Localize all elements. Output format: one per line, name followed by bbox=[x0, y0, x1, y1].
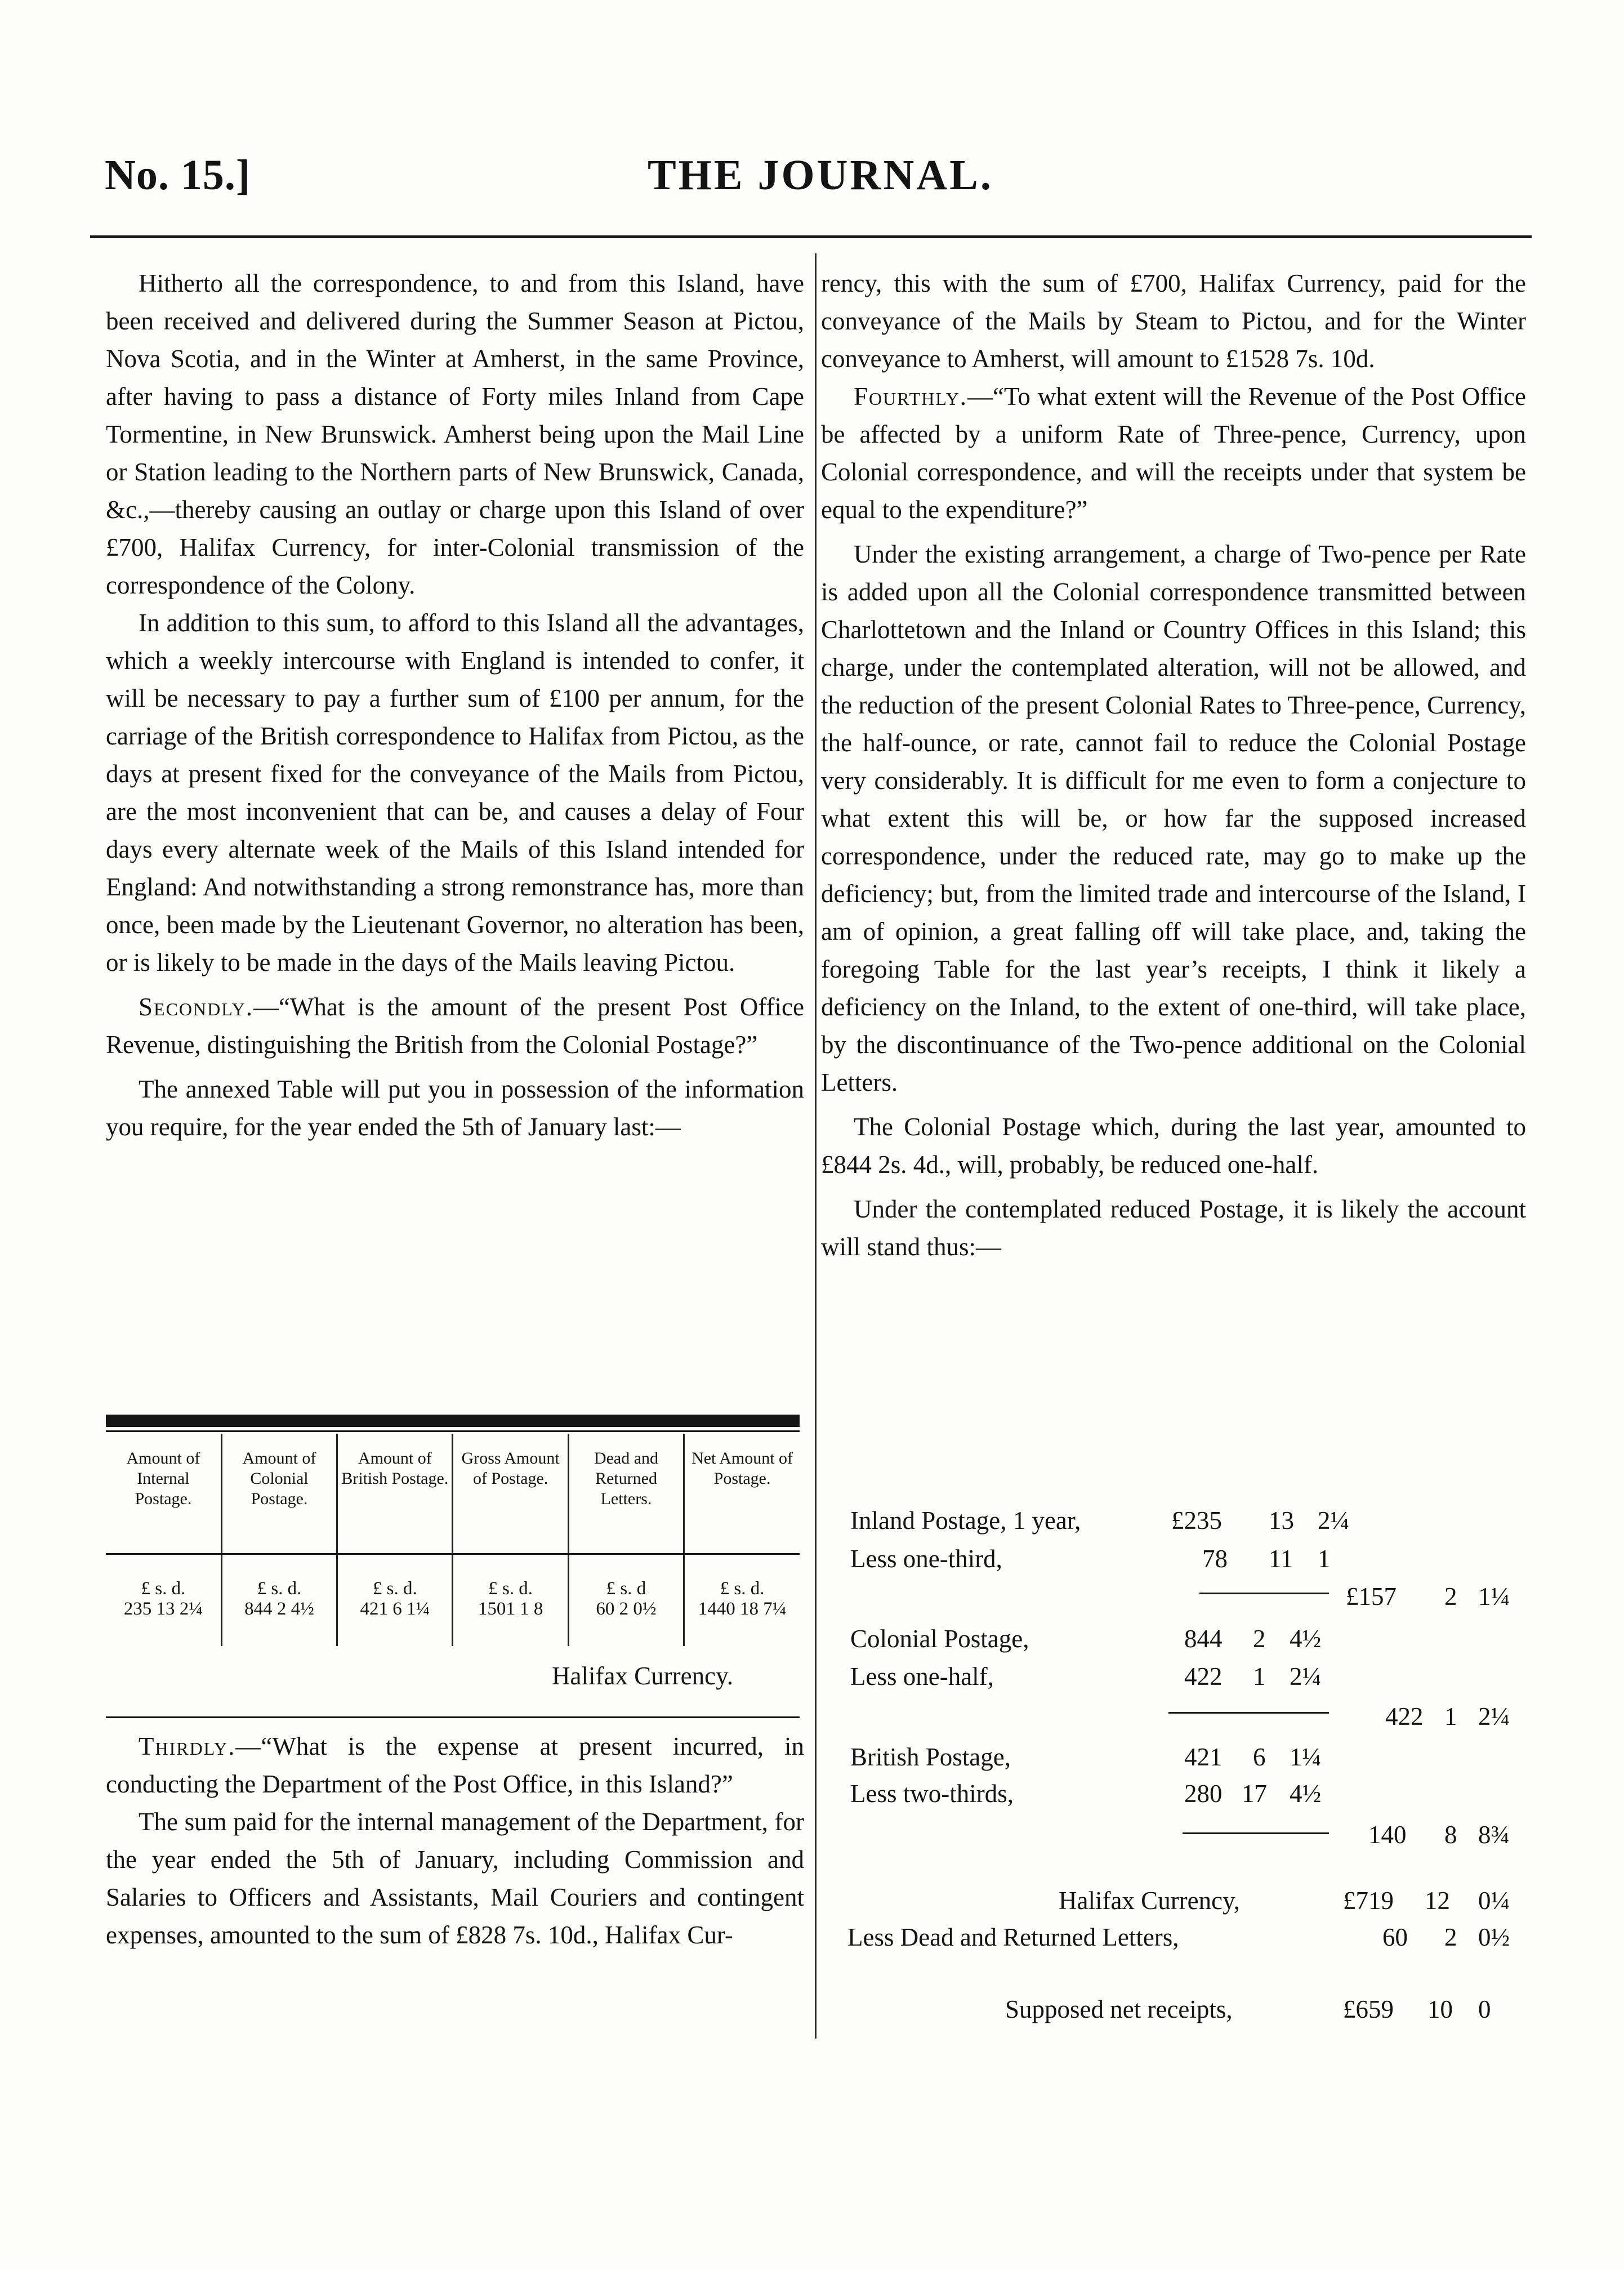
table-cell bbox=[106, 1553, 221, 1646]
table-header: Dead and Returned Letters. bbox=[568, 1434, 684, 1553]
account-label: Inland Postage, 1 year, bbox=[850, 1506, 1081, 1535]
header-rule bbox=[90, 235, 1532, 238]
dead-letters-shillings: 2 bbox=[1444, 1923, 1457, 1951]
account-pounds: 844 bbox=[1184, 1625, 1223, 1653]
account-shillings: 13 bbox=[1269, 1506, 1294, 1535]
account-pounds: 421 bbox=[1184, 1743, 1223, 1771]
subtotal-shillings: 1 bbox=[1444, 1702, 1457, 1731]
total-pounds: £719 bbox=[1343, 1887, 1394, 1915]
currency-note: Halifax Currency. bbox=[552, 1662, 733, 1690]
account-label: Less one-third, bbox=[850, 1545, 1002, 1573]
subtotal-pence: 2¼ bbox=[1478, 1702, 1510, 1731]
table-header: Gross Amount of Postage. bbox=[453, 1434, 568, 1553]
question-text: —“What is the expense at present incurred, in conducting the Department of the Post Office, in this Island?” bbox=[106, 1732, 804, 1798]
account-pence: 2¼ bbox=[1318, 1506, 1350, 1535]
table-cell bbox=[453, 1553, 568, 1646]
table-header: Net Amount of Postage. bbox=[684, 1434, 800, 1553]
account-shillings: 11 bbox=[1269, 1545, 1293, 1573]
unit-label: £ s. d. bbox=[720, 1578, 765, 1599]
sum-rule bbox=[1168, 1712, 1329, 1714]
total-label: Halifax Currency, bbox=[1059, 1887, 1240, 1915]
account-pounds: 280 bbox=[1184, 1780, 1223, 1808]
account-label: Less one-half, bbox=[850, 1662, 994, 1691]
page-number: No. 15.] bbox=[105, 151, 251, 199]
account-shillings: 1 bbox=[1253, 1662, 1266, 1691]
total-pence: 0¼ bbox=[1478, 1887, 1510, 1915]
account-shillings: 2 bbox=[1253, 1625, 1266, 1653]
cell-value: 60 2 0½ bbox=[596, 1599, 657, 1619]
dead-letters-pounds: 60 bbox=[1382, 1923, 1408, 1951]
column-divider bbox=[815, 253, 817, 2039]
account-shillings: 17 bbox=[1242, 1780, 1267, 1808]
account-pounds: 422 bbox=[1184, 1662, 1223, 1691]
net-receipts-pounds: £659 bbox=[1343, 1995, 1394, 2023]
unit-label: £ s. d. bbox=[372, 1578, 417, 1599]
subtotal-pounds: £157 bbox=[1346, 1582, 1397, 1611]
account-pounds: £235 bbox=[1171, 1506, 1222, 1535]
table-bottom-rule bbox=[106, 1716, 800, 1718]
subtotal-shillings: 8 bbox=[1444, 1821, 1457, 1849]
sum-rule bbox=[1183, 1832, 1329, 1834]
section-label: Thirdly. bbox=[139, 1732, 236, 1760]
journal-title: THE JOURNAL. bbox=[648, 151, 993, 199]
paragraph: The annexed Table will put you in possession of the information you require, for the year ended the 5th of January last:— bbox=[106, 1075, 804, 1141]
account-label: Less two-thirds, bbox=[850, 1780, 1014, 1808]
account-pence: 4½ bbox=[1290, 1625, 1322, 1653]
table-cell bbox=[337, 1553, 453, 1646]
net-receipts-shillings: 10 bbox=[1427, 1995, 1453, 2023]
left-column-lower bbox=[106, 1728, 804, 1954]
table-header: Amount of British Postage. bbox=[337, 1434, 453, 1553]
paragraph: Under the existing arrangement, a charge of Two-pence per Rate is added upon all the Colonial correspondence transmitted between Charlottetown and the Inland or Country Offices in this Island; this charge, under the contemplated alteration, will not be allowed, and the reduction of the present Colonial Rates to Three-pence, Currency, the half-ounce, or rate, cannot fail to reduce the Colonial Postage very considerably. It is difficult for me even to form a conjecture to what extent this will be, or how far the supposed increased correspondence, under the reduced rate, may go to make up the deficiency; but, from the limited trade and intercourse of the Island, I am of opinion, a great falling off will take place, and, taking the foregoing Table for the last year’s receipts, I think it likely a deficiency on the Inland, to the extent of one-third, will take place, by the discontinuance of the Two-pence additional on the Colonial Letters. bbox=[821, 540, 1526, 1096]
question-text: —“What is the amount of the present Post Office Revenue, distinguishing the British from the Colonial Postage?” bbox=[106, 993, 804, 1059]
cell-value: 1440 18 7¼ bbox=[698, 1599, 787, 1619]
cell-value: 1501 1 8 bbox=[478, 1599, 543, 1619]
subtotal-pounds: 140 bbox=[1368, 1821, 1407, 1849]
table-cell bbox=[568, 1553, 684, 1646]
net-receipts-pence: 0 bbox=[1478, 1995, 1491, 2023]
cell-value: 421 6 1¼ bbox=[360, 1599, 430, 1619]
section-label: Fourthly. bbox=[854, 382, 968, 411]
table-top-rule bbox=[106, 1415, 800, 1427]
paragraph: The sum paid for the internal management of the Department, for the year ended the 5th of January, including Commission and Salaries to Officers and Assistants, Mail Couriers and contingent expenses, amounted to the sum of £828 7s. 10d., Halifax Cur- bbox=[106, 1808, 804, 1949]
net-receipts-label: Supposed net receipts, bbox=[1005, 1995, 1233, 2023]
paragraph: Under the contemplated reduced Postage, it is likely the account will stand thus:— bbox=[821, 1195, 1526, 1261]
paragraph: The Colonial Postage which, during the last year, amounted to £844 2s. 4d., will, probably, be reduced one-half. bbox=[821, 1113, 1526, 1179]
paragraph bbox=[821, 378, 1526, 529]
table-header: Amount of Colonial Postage. bbox=[221, 1434, 337, 1553]
cell-value: 235 13 2¼ bbox=[123, 1599, 203, 1619]
section-label: Secondly. bbox=[139, 993, 253, 1021]
question-text: —“To what extent will the Revenue of the Post Office be affected by a uniform Rate of Three-pence, Currency, upon Colonial correspondence, and will the receipts under that system be equal to the expenditure?” bbox=[821, 382, 1526, 524]
account-pence: 4½ bbox=[1290, 1780, 1322, 1808]
table-header: Amount of Internal Postage. bbox=[126, 1449, 200, 1508]
account-label: British Postage, bbox=[850, 1743, 1011, 1771]
account-pounds: 78 bbox=[1202, 1545, 1228, 1573]
table-header-row bbox=[106, 1434, 800, 1553]
unit-label: £ s. d. bbox=[257, 1578, 302, 1599]
account-pence: 1 bbox=[1318, 1545, 1331, 1573]
total-shillings: 12 bbox=[1425, 1887, 1450, 1915]
account-label: Colonial Postage, bbox=[850, 1625, 1029, 1653]
table-row bbox=[106, 1553, 800, 1646]
unit-label: £ s. d. bbox=[488, 1578, 533, 1599]
left-column-upper bbox=[106, 265, 804, 1146]
cell-value: 844 2 4½ bbox=[244, 1599, 314, 1619]
paragraph: Hitherto all the correspondence, to and from this Island, have been received and delivered during the Summer Season at Pictou, Nova Scotia, and in the Winter at Amherst, in the same Province, after having to pass a distance of Forty miles Inland from Cape Tormentine, in New Brunswick. Amherst being upon the Mail Line or Station leading to the Northern parts of New Brunswick, Canada, &c.,—thereby causing an outlay or charge upon this Island of over £700, Halifax Currency, for inter-Colonial transmission of the correspondence of the Colony. bbox=[106, 269, 804, 599]
subtotal-shillings: 2 bbox=[1444, 1582, 1457, 1611]
table-cell bbox=[221, 1553, 337, 1646]
unit-label: £ s. d. bbox=[141, 1578, 186, 1599]
account-pence: 1¼ bbox=[1290, 1743, 1322, 1771]
postage-table bbox=[106, 1434, 800, 1646]
paragraph bbox=[106, 988, 804, 1064]
dead-letters-label: Less Dead and Returned Letters, bbox=[847, 1923, 1179, 1951]
paragraph: In addition to this sum, to afford to this Island all the advantages, which a weekly intercourse with England is intended to confer, it will be necessary to pay a further sum of £100 per annum, for the carriage of the British correspondence to Halifax from Pictou, as the days at present fixed for the conveyance of the Mails from Pictou, are the most inconvenient that can be, and causes a delay of Four days every alternate week of the Mails of this Island intended for England: And notwithstanding a strong remonstrance has, more than once, been made by the Lieutenant Governor, no alteration has been, or is likely to be made in the days of the Mails leaving Pictou. bbox=[106, 609, 804, 976]
subtotal-pence: 1¼ bbox=[1478, 1582, 1510, 1611]
sum-rule bbox=[1199, 1593, 1329, 1594]
unit-label: £ s. d bbox=[606, 1578, 646, 1599]
paragraph: rency, this with the sum of £700, Halifax Currency, paid for the conveyance of the Mails by Steam to Pictou, and for the Winter conveyance to Amherst, will amount to £1528 7s. 10d. bbox=[821, 269, 1526, 373]
table-cell bbox=[684, 1553, 800, 1646]
subtotal-pence: 8¾ bbox=[1478, 1821, 1510, 1849]
table-header-rule bbox=[106, 1553, 800, 1555]
account-shillings: 6 bbox=[1253, 1743, 1266, 1771]
paragraph bbox=[106, 1728, 804, 1803]
account-pence: 2¼ bbox=[1290, 1662, 1322, 1691]
dead-letters-pence: 0½ bbox=[1478, 1923, 1510, 1951]
subtotal-pounds: 422 bbox=[1385, 1702, 1424, 1731]
table-top-rule-thin bbox=[106, 1430, 800, 1432]
right-column bbox=[821, 265, 1526, 1266]
